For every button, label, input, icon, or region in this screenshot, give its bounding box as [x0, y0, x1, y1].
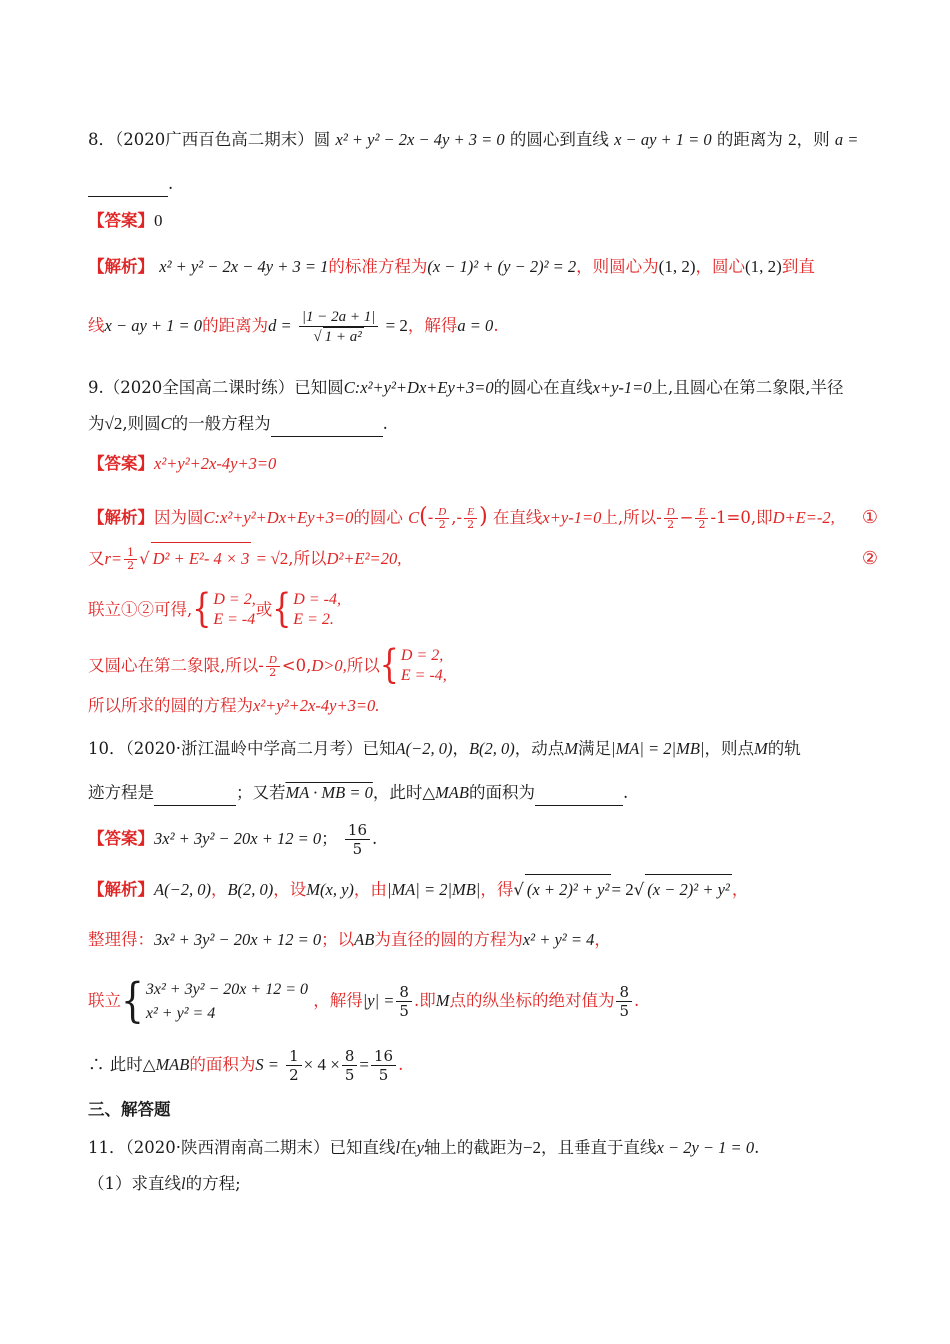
explanation-text: -1=0,即 [710, 508, 773, 527]
question-text: ，且垂直于直线 [541, 1138, 657, 1157]
inequality: D>0, [311, 656, 347, 675]
explanation-text: <0, [281, 656, 312, 675]
fraction-numerator: D [266, 654, 280, 667]
answer-value: 0 [154, 211, 163, 230]
answer-blank-line [88, 172, 878, 197]
sqrt-right: (x − 2)² + y² [645, 874, 732, 905]
fraction-denominator: 2 [467, 518, 475, 531]
system-2 [293, 590, 341, 630]
question-text: ，则 [796, 130, 830, 149]
frac-8-5 [342, 1047, 358, 1084]
system-row: E = -4 [213, 611, 256, 628]
system-1 [213, 590, 255, 630]
explanation-8-line1 [88, 255, 878, 279]
question-text: ，此时 [372, 783, 423, 802]
circle-name: C [160, 414, 172, 433]
fraction-denominator: 5 [352, 840, 363, 858]
center-x-fraction [435, 506, 449, 531]
explanation-tag: 【解析】 [88, 257, 154, 276]
trajectory-equation: 3x² + 3y² − 20x + 12 = 0 [154, 930, 322, 949]
question-text: 求直线 [131, 1174, 181, 1193]
answer-blank [271, 412, 383, 437]
system-row: 3x² + 3y² − 20x + 12 = 0 [145, 980, 308, 998]
fraction-denominator: 5 [399, 1002, 409, 1020]
abs-y: |y| = [362, 991, 395, 1010]
frac-d-over-2 [664, 506, 678, 531]
line-equation: x+y-1=0 [542, 508, 602, 527]
explanation-text: ∴ 此时 [88, 1055, 143, 1074]
fraction-denominator: 2 [127, 559, 135, 572]
answer-value-1: 3x² + 3y² − 20x + 12 = 0 [154, 829, 322, 848]
fraction-numerator: E [695, 506, 708, 519]
explanation-text: 上,所以 [601, 508, 657, 527]
period: . [493, 316, 499, 335]
explanation-text: ，则圆心为 [576, 257, 659, 276]
line-l: l [395, 1138, 401, 1157]
equation-marker-2: ② [861, 548, 878, 568]
fraction-numerator: 8 [342, 1047, 358, 1066]
explanation-text: ，圆心 [695, 257, 745, 276]
condition: |MA| = 2|MB| [386, 880, 481, 899]
explanation-text: 的面积为 [189, 1055, 256, 1074]
paren-close: ) [479, 504, 488, 529]
equals-two: = 2 [611, 880, 634, 899]
answer-tag: 【答案】 [88, 454, 154, 473]
question-text: ，则点 [704, 739, 754, 758]
question-text: 圆 [313, 130, 331, 149]
sqrt-content: D² + E²- 4 × 3 [151, 542, 252, 575]
system [146, 978, 308, 1026]
point-b: B(2, 0) [227, 880, 274, 899]
explanation-8-line2 [88, 303, 878, 349]
explanation-text: 的圆心 [353, 508, 403, 527]
period: . [622, 783, 629, 802]
system-row: D = 2, [213, 591, 256, 608]
explanation-text: 联立①②可得, [88, 600, 193, 619]
answer-9 [88, 452, 878, 476]
question-text: 已知 [362, 739, 396, 758]
equals: = [359, 1055, 369, 1074]
answer-8 [88, 209, 878, 233]
explanation-tag: 【解析】 [88, 880, 154, 899]
times-four: × 4 × [303, 1055, 340, 1074]
circle-equation: C:x²+y²+Dx+Ey+3=0 [343, 378, 494, 397]
dot-product: MA · MB = 0 [285, 783, 373, 802]
question-text: ,则圆 [122, 414, 161, 433]
frac-e-over-2 [695, 506, 708, 531]
y-fraction-2 [616, 983, 632, 1020]
brace: { [192, 586, 212, 633]
distance-fraction [299, 308, 379, 346]
question-text: 的轨 [767, 739, 801, 758]
separator: ； [321, 829, 338, 848]
condition: |MA| = 2|MB| [611, 739, 705, 758]
explanation-text: ，解得 [313, 991, 363, 1010]
point-a: A(−2, 0) [395, 739, 453, 758]
question-8 [88, 128, 878, 152]
period: . [372, 829, 378, 848]
question-text: 的面积为 [468, 783, 535, 802]
answer-blank [88, 172, 168, 197]
brace: { [272, 586, 292, 633]
distance-lhs: d = [268, 316, 292, 335]
minus-sign: - [258, 656, 264, 675]
explanation-10-line1: 【解析】A(−2, 0)，B(2, 0)，设M(x, y)，由|MA| = 2|MB|，得√ (x + 2)² + y² = 2√ (x − 2)² + y² ， [88, 874, 878, 904]
point-m: M [564, 739, 579, 758]
standard-equation: (x − 1)² + (y − 2)² = 2 [427, 257, 577, 276]
question-text: ；又若 [236, 783, 286, 802]
explanation-text: 到直 [781, 257, 815, 276]
fraction-denominator: 2 [289, 1066, 299, 1084]
question-source: （2020全国高二课时练） [103, 378, 295, 397]
question-text: 轴上的截距为 [423, 1138, 523, 1157]
explanation-text: ，解得 [407, 316, 458, 335]
line-l: l [181, 1174, 186, 1193]
question-text: 的方程; [185, 1174, 241, 1193]
radius-lhs: r= [104, 549, 123, 568]
fraction-denominator: 5 [344, 1066, 355, 1084]
explanation-9-line3 [88, 586, 878, 633]
fraction-denominator: 2 [269, 665, 277, 679]
frac-half [286, 1047, 302, 1084]
y-fraction [396, 983, 412, 1020]
explanation-text: 或 [255, 600, 273, 619]
question-text: 的圆心到直线 [509, 130, 609, 149]
question-text: 在 [400, 1138, 417, 1157]
question-text: 为 [88, 414, 105, 433]
point-m: M [435, 991, 450, 1010]
circle-equation: C:x²+y²+Dx+Ey+3=0 [203, 508, 354, 527]
line-equation: x − ay + 1 = 0 [104, 316, 203, 335]
final-equation: x²+y²+2x-4y+3=0. [253, 696, 380, 715]
system-row: D = 2, [400, 647, 444, 664]
triangle-mab: △MAB [422, 783, 469, 802]
answer-fraction [345, 821, 370, 858]
explanation-text: 的距离为 [202, 316, 269, 335]
frac-d-over-2 [266, 654, 280, 679]
point-b: B(2, 0) [468, 739, 515, 758]
radius-value: √2 [104, 414, 123, 433]
circle-center: (1, 2) [745, 257, 782, 276]
sqrt-content: 1 + a² [324, 328, 362, 345]
fraction-denominator: 2 [698, 518, 706, 531]
point-a: A(−2, 0) [154, 880, 211, 899]
explanation-text: ，设 [273, 880, 307, 899]
period: . [398, 1055, 404, 1074]
explanation-text: ,所以 [288, 549, 327, 568]
explanation-text: ，得 [480, 880, 514, 899]
axis-y: y [416, 1138, 424, 1157]
explanation-text: 线 [88, 316, 105, 335]
explanation-text: ；以 [321, 930, 355, 949]
equation-2: D²+E²=20, [326, 549, 402, 568]
explanation-text: 因为圆 [154, 508, 204, 527]
question-text: ，动点 [514, 739, 565, 758]
explanation-9-line5 [88, 694, 878, 718]
question-text: 的距离为 [716, 130, 783, 149]
fraction-numerator: |1 − 2a + 1| [299, 308, 379, 327]
paren-open: ( [419, 504, 428, 529]
question-10-line2 [88, 781, 878, 806]
fraction-numerator: D [664, 506, 678, 519]
unknown-a: a = [834, 130, 859, 149]
subquestion-number: （1） [88, 1174, 132, 1193]
equation: x² + y² − 2x − 4y + 3 = 1 [159, 257, 329, 276]
question-text: 迹方程是 [88, 783, 154, 802]
brace: { [379, 642, 399, 689]
question-text: 的一般方程为 [171, 414, 271, 433]
explanation-text: .即 [413, 991, 436, 1010]
distance-value: 2 [788, 130, 797, 149]
brace: { [121, 974, 144, 1028]
question-number: 8． [88, 130, 115, 149]
fraction-numerator: 1 [286, 1047, 302, 1066]
explanation-text: 的标准方程为 [328, 257, 428, 276]
point-m: M(x, y) [306, 880, 354, 899]
line-equation: x+y-1=0 [592, 378, 652, 397]
question-source: （2020广西百色高二期末） [115, 130, 314, 149]
question-11 [88, 1136, 878, 1160]
system-row: E = 2. [293, 611, 334, 628]
fraction-numerator: 16 [371, 1047, 396, 1066]
intercept-value: −2 [522, 1138, 542, 1157]
system-3 [401, 646, 447, 686]
explanation-10-line2 [88, 928, 878, 952]
section-title: 三、解答题 [88, 1100, 171, 1119]
explanation-text: 为直径的圆的方程为 [374, 930, 523, 949]
explanation-text: 所以 [346, 656, 380, 675]
answer-tag: 【答案】 [88, 211, 154, 230]
period: . [634, 991, 640, 1010]
question-text: 已知圆 [294, 378, 344, 397]
answer-value: x²+y²+2x-4y+3=0 [154, 454, 277, 473]
system-row: D = -4, [293, 591, 341, 608]
result: a = 0 [457, 316, 494, 335]
circle-equation: x² + y² − 2x − 4y + 3 = 0 [335, 130, 505, 149]
center-y-fraction [464, 506, 477, 531]
question-number: 10． [88, 739, 126, 758]
explanation-9-line1: 【解析】因为圆C:x²+y²+Dx+Ey+3=0的圆心 C(- $\frac{D}{2}$ ,- $\frac{E}{2}$ ) 在直线x+y-1=0上,所以- $\frac{D}{2}$ − $\frac{E}{2}$ -1=0,即D+E=-2, ① [88, 500, 878, 534]
explanation-text: 点的纵坐标的绝对值为 [449, 991, 615, 1010]
fraction-numerator: 16 [345, 821, 370, 840]
fraction-denominator: 2 [438, 518, 446, 531]
fraction-denominator: 5 [619, 1002, 629, 1020]
explanation-text: 联立 [88, 991, 121, 1010]
line-equation: x − ay + 1 = 0 [614, 130, 712, 149]
question-text: 已知直线 [329, 1138, 396, 1157]
explanation-text: 又 [88, 549, 105, 568]
radius-rhs: = √2 [256, 549, 289, 568]
question-11-part1 [88, 1172, 878, 1196]
answer-blank-2 [535, 781, 623, 806]
explanation-9-line4 [88, 642, 878, 689]
system-row: E = -4, [400, 667, 447, 684]
fraction-denominator: 5 [378, 1066, 389, 1084]
fraction-numerator: D [435, 506, 449, 519]
fraction-numerator: E [464, 506, 477, 519]
explanation-tag: 【解析】 [88, 508, 154, 527]
question-source: （2020·浙江温岭中学高二月考） [125, 739, 363, 758]
period: . [168, 174, 174, 193]
question-number: 11． [88, 1138, 126, 1157]
fraction-denominator: 2 [667, 518, 675, 531]
explanation-text: ， [594, 930, 611, 949]
explanation-10-line3 [88, 974, 878, 1028]
half-fraction [124, 547, 137, 572]
question-text: 的圆心在直线 [493, 378, 593, 397]
system-row: x² + y² = 4 [145, 1004, 216, 1022]
explanation-text: ， [731, 880, 749, 899]
circle-center: (1, 2) [658, 257, 696, 276]
fraction-denominator: √ 1 + a² [313, 328, 362, 345]
explanation-9-line2: 又r= $\frac{1}{2}$ √ D² + E²- 4 × 3 = √2,所以D²+E²=20, ② [88, 542, 878, 574]
explanation-text: 在直线 [492, 508, 543, 527]
answer-10 [88, 816, 878, 862]
question-text: 满足 [578, 739, 612, 758]
period: . [754, 1138, 760, 1157]
question-source: （2020·陕西渭南高二期末） [125, 1138, 330, 1157]
circle-equation: x² + y² = 4 [522, 930, 595, 949]
line-equation: x − 2y − 1 = 0 [656, 1138, 755, 1157]
fraction-numerator: 1 [124, 547, 137, 560]
distance-rhs: = 2 [385, 316, 408, 335]
triangle-mab: △MAB [142, 1055, 190, 1074]
question-text: ， [452, 739, 469, 758]
answer-tag: 【答案】 [88, 829, 154, 848]
question-text: 上,且圆心在第二象限,半径 [651, 378, 844, 397]
point-m: M [753, 739, 768, 758]
explanation-text: 整理得： [88, 930, 154, 949]
question-9-line2 [88, 412, 878, 437]
question-number: 9. [88, 378, 104, 397]
explanation-text: ， [210, 880, 228, 899]
equation-marker-1: ① [861, 507, 878, 527]
period: . [382, 414, 388, 433]
question-9 [88, 376, 878, 400]
explanation-text: 又圆心在第二象限,所以 [88, 656, 259, 675]
equation-1: D+E=-2, [772, 508, 835, 527]
explanation-text: 所以所求的圆的方程为 [88, 696, 253, 715]
area-lhs: S = [255, 1055, 279, 1074]
question-10 [88, 737, 878, 761]
explanation-10-line4 [88, 1042, 878, 1088]
fraction-numerator: 8 [396, 983, 412, 1002]
circle-name: C [408, 508, 420, 527]
segment-ab: AB [354, 930, 375, 949]
fraction-numerator: 8 [616, 983, 632, 1002]
sqrt-left: (x + 2)² + y² [525, 874, 612, 905]
frac-16-5 [371, 1047, 396, 1084]
explanation-text: ，由 [353, 880, 387, 899]
answer-blank-1 [154, 781, 236, 806]
